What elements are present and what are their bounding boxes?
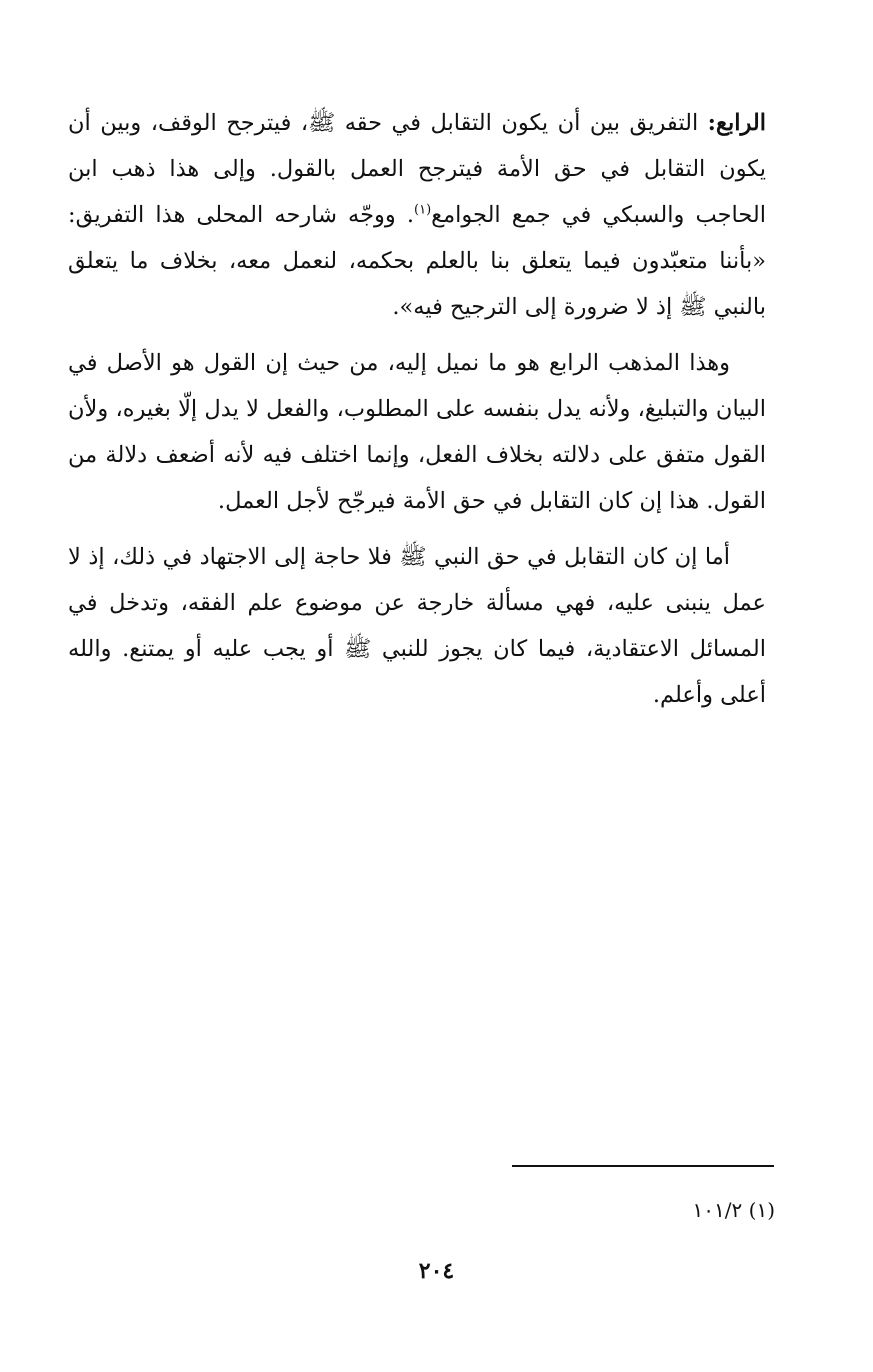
paragraph-1-text-a: التفريق بين أن يكون التقابل في حقه ﷺ، فيترجح الوقف، وبين أن يكون التقابل في حق الأمة فيترجح العمل بالقول. وإلى هذا ذهب ابن الحاجب والسبكي في جمع الجوامع	[68, 110, 766, 228]
paragraph-1-text-b: . ووجّه شارحه المحلى هذا التفريق: «بأننا متعبّدون فيما يتعلق بنا بالعلم بحكمه، لنعمل معه، بخلاف ما يتعلق بالنبي ﷺ إذ لا ضرورة إلى الترجيح فيه».	[68, 202, 766, 320]
page-number: ٢٠٤	[418, 1258, 455, 1284]
footnote: (١) ١٠١/٢	[692, 1198, 775, 1222]
paragraph-1	[68, 100, 766, 330]
paragraph-2: وهذا المذهب الرابع هو ما نميل إليه، من حيث إن القول هو الأصل في البيان والتبليغ، ولأنه يدل بنفسه على المطلوب، والفعل لا يدل إلّا بغيره، ولأن القول متفق على دلالته بخلاف الفعل، وإنما اختلف فيه لأنه أضعف دلالة من القول. هذا إن كان التقابل في حق الأمة فيرجّح لأجل العمل.	[68, 350, 766, 514]
paragraph-lead-word: الرابع:	[707, 110, 766, 136]
body-text	[68, 100, 766, 728]
footnote-divider	[512, 1165, 774, 1167]
paragraph-3: أما إن كان التقابل في حق النبي ﷺ فلا حاجة إلى الاجتهاد في ذلك، إذ لا عمل ينبنى عليه، فهي مسألة خارجة عن موضوع علم الفقه، وتدخل في المسائل الاعتقادية، فيما كان يجوز للنبي ﷺ أو يجب عليه أو يمتنع. والله أعلى وأعلم.	[68, 544, 766, 708]
footnote-reference: (١)	[414, 202, 432, 218]
